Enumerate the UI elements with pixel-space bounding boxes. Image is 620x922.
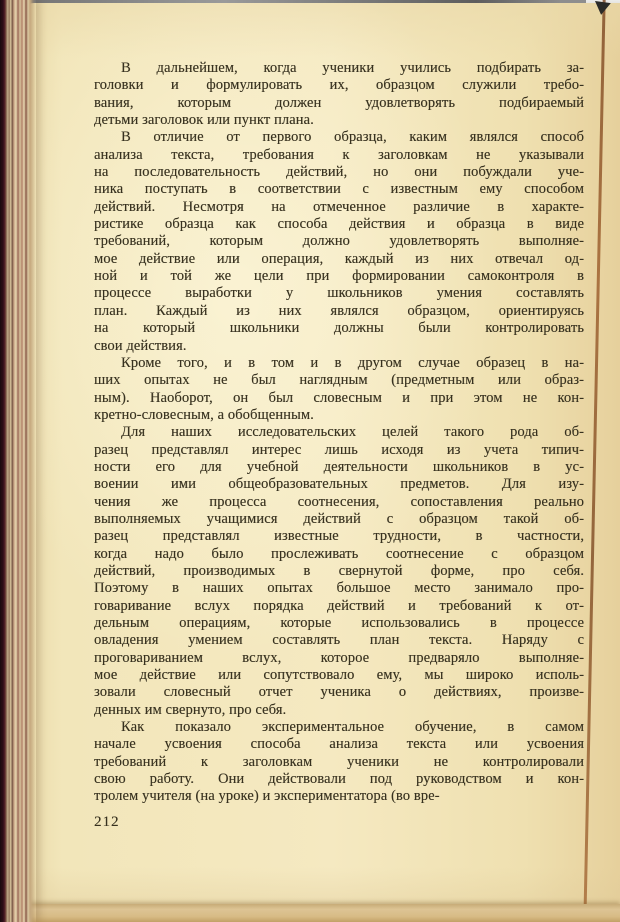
text-line: свою работу. Они действовали под руководством и кон-	[94, 771, 584, 788]
text-line: Для наших исследовательских целей такого рода об-	[121, 424, 584, 441]
text-line: свои действия.	[94, 337, 187, 354]
text-line: денных им свернуто, про себя.	[94, 701, 287, 718]
text-line: кретно-словесным, а обобщенным.	[94, 406, 314, 423]
text-line: процессе выработки у школьников умения составлять	[94, 285, 584, 302]
text-line: на который школьники должны были контролировать	[94, 320, 584, 337]
text-line: ших опытах не был наглядным (предметным или образ-	[94, 372, 584, 389]
text-line: ности его для учебной деятельности школьников в ус-	[94, 458, 584, 475]
text-line: вания, которым должен удовлетворять подбираемый	[94, 94, 584, 111]
text-line: ной и той же цели при формировании самоконтроля в	[94, 268, 584, 285]
text-line: мое действие или сопутствовало ему, мы широко исполь-	[94, 667, 584, 684]
text-line: когда надо было прослеживать соотнесение с образцом	[94, 545, 584, 562]
text-line: разец представлял интерес лишь исходя из учета типич-	[94, 441, 584, 458]
text-line: анализа текста, требования к заголовкам не указывали	[94, 146, 584, 163]
page-edge-bottom	[16, 904, 620, 922]
text-line: план. Каждый из них являлся образцом, ориентируясь	[94, 302, 584, 319]
text-line: проговариванием вслух, которое предваряло выполняе-	[94, 649, 584, 666]
text-line: зовали словесный отчет ученика о действиях, произве-	[94, 684, 584, 701]
page-number: 212	[94, 814, 120, 830]
text-line: Поэтому в наших опытах большое место занимало про-	[94, 580, 584, 597]
text-line: ристике образца как способа действия и образца в виде	[94, 216, 584, 233]
corner-dark-mark	[593, 1, 611, 16]
text-line: дельным операциям, которые использовались в процессе	[94, 615, 584, 631]
text-line: Кроме того, и в том и в другом случае образец в на-	[121, 354, 584, 371]
text-line: воении ими общеобразовательных предметов. Для изу-	[94, 476, 584, 493]
text-line: овладения умением составлять план текста. Наряду с	[94, 632, 584, 649]
text-line: требований, которым должно удовлетворять выполняе-	[94, 233, 584, 250]
text-line: детьми заголовок или пункт плана.	[94, 112, 314, 129]
text-line: В отличие от первого образца, каким являлся способ	[121, 129, 584, 146]
text-line: требований к заголовкам ученики не контролировали	[94, 753, 584, 770]
text-line: мое действие или операция, каждый из них отвечал од-	[94, 250, 584, 267]
book-page	[20, 3, 620, 922]
book-spine-page-edges	[0, 0, 36, 922]
text-line: говаривание вслух порядка действий и требований к от-	[94, 597, 584, 614]
text-line: выполняемых учащимися действий с образцом такой об-	[94, 510, 584, 527]
page-text	[94, 60, 584, 806]
text-line: чения же процесса соотнесения, сопоставления реально	[94, 493, 584, 510]
text-line: ника поступать в соответствии с известным ему способом	[94, 181, 584, 198]
text-line: головки и формулировать их, образцом служили требо-	[94, 77, 584, 94]
text-line: Как показало экспериментальное обучение, в самом	[121, 719, 584, 736]
text-line: начале усвоения способа анализа текста или усвоения	[94, 736, 584, 753]
text-line: на последовательность действий, но они побуждали уче-	[94, 164, 584, 181]
text-line: В дальнейшем, когда ученики учились подбирать за-	[121, 60, 584, 76]
text-line: разец представлял известные трудности, в частности,	[94, 528, 584, 545]
text-line: действий, производимых в свернутой форме, про себя.	[94, 562, 584, 579]
text-line: ным). Наоборот, он был словесным и при этом не кон-	[94, 389, 584, 406]
text-line: действий. Несмотря на отмеченное различие в характе-	[94, 198, 584, 215]
text-line: тролем учителя (на уроке) и экспериментатора (во вре-	[94, 788, 440, 805]
